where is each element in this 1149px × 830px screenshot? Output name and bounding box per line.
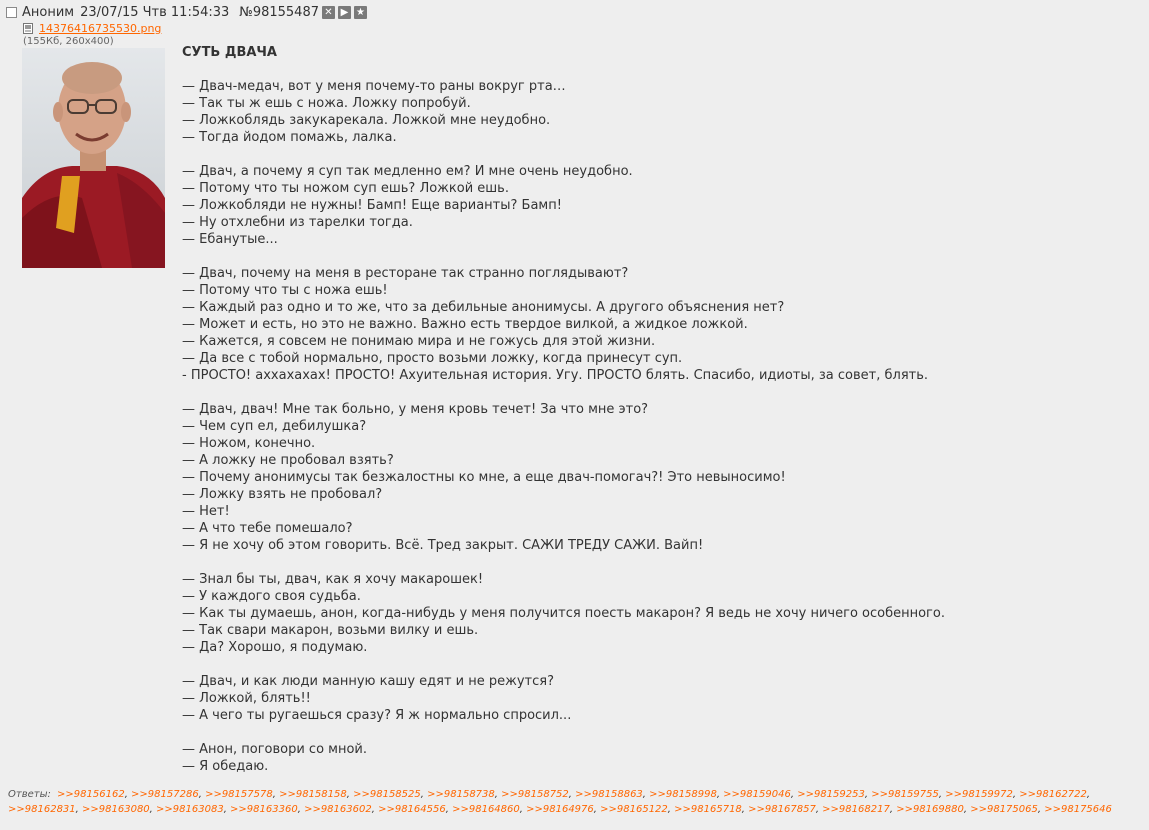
post-paragraph [182, 265, 1142, 384]
reply-link[interactable]: >>98158525 [353, 789, 421, 800]
reply-link[interactable]: >>98167857 [748, 803, 816, 815]
post-title: СУТЬ ДВАЧА [182, 45, 277, 60]
post-message [182, 44, 1142, 792]
post-paragraph [182, 673, 1142, 724]
post-line: — Я не хочу об этом говорить. Всё. Тред закрыт. САЖИ ТРЕДУ САЖИ. Вайп! [182, 538, 704, 553]
file-info [23, 22, 161, 35]
post-line: — Каждый раз одно и то же, что за дебильные анонимусы. А другого объяснения нет? [182, 300, 785, 315]
post-line: — Почему анонимусы так безжалостны ко мне, а еще двач-помогач?! Это невыносимо! [182, 470, 786, 485]
favorite-post-icon[interactable]: ★ [354, 6, 367, 19]
file-link[interactable]: 14376416735530.png [39, 22, 162, 35]
post-line: — Анон, поговори со мной. [182, 742, 368, 757]
replies-label: Ответы: [8, 789, 51, 800]
post-line: — Ебанутые... [182, 232, 278, 247]
post-line: — Кажется, я совсем не понимаю мира и не гожусь для этой жизни. [182, 334, 656, 349]
post-line: — Ножом, конечно. [182, 436, 316, 451]
reply-link[interactable]: >>98158738 [427, 789, 495, 800]
reply-link[interactable]: >>98162831 [8, 803, 76, 815]
post-paragraph [182, 571, 1142, 656]
post-line: — Двач, почему на меня в ресторане так странно поглядывают? [182, 266, 629, 281]
post-line: — Так свари макарон, возьми вилку и ешь. [182, 623, 479, 638]
reply-link[interactable]: >>98164556 [378, 803, 446, 815]
post-line: — Да? Хорошо, я подумаю. [182, 640, 368, 655]
post-line: — Двач-медач, вот у меня почему-то раны вокруг рта… [182, 79, 566, 94]
post-line: — Так ты ж ешь с ножа. Ложку попробуй. [182, 96, 471, 111]
post-line: - ПРОСТО! аххахахах! ПРОСТО! Ахуительная история. Угу. ПРОСТО блять. Спасибо, идиоты, за совет, блять. [182, 368, 929, 383]
post-line: — А ложку не пробовал взять? [182, 453, 394, 468]
post-line: — Знал бы ты, двач, как я хочу макарошек! [182, 572, 484, 587]
reply-link[interactable]: >>98169880 [896, 803, 964, 815]
post-line: — Ложкоблядь закукарекала. Ложкой мне неудобно. [182, 113, 551, 128]
post-line: — Двач, а почему я суп так медленно ем? И мне очень неудобно. [182, 164, 633, 179]
reply-link[interactable]: >>98168217 [822, 803, 890, 815]
post-header [6, 3, 367, 21]
post-paragraphs [182, 78, 1142, 775]
reply-link[interactable]: >>98165122 [600, 803, 668, 815]
reply-link[interactable]: >>98163083 [156, 803, 224, 815]
post-line: — А чего ты ругаешься сразу? Я ж нормально спросил... [182, 708, 572, 723]
post-line: — Потому что ты с ножа ешь! [182, 283, 388, 298]
post-line: — У каждого своя судьба. [182, 589, 361, 604]
reply-links: >>98156162, >>98157286, >>98157578, >>98158158, >>98158525, >>98158738, >>98158752, >>98158863, >>98158998, >>98159046, >>98159253, >>98159755, >>98159972, >>98162722, >>98162831, >>98163080, >>98163083, >>98163360, >>98163602, >>98164556, >>98164860, >>98164976, >>98165122, >>98165718, >>98167857, >>98168217, >>98169880, >>98175065, >>98175646 [8, 789, 1112, 815]
post-number[interactable]: №98155487 [239, 4, 319, 20]
post-line: — Потому что ты ножом суп ешь? Ложкой ешь. [182, 181, 509, 196]
post-paragraph [182, 401, 1142, 554]
post-paragraph [182, 78, 1142, 146]
post-line: — Ложкой, блять!! [182, 691, 311, 706]
post-image-thumbnail[interactable] [22, 48, 165, 268]
hide-post-icon[interactable]: ✕ [322, 6, 335, 19]
reply-link[interactable]: >>98157286 [131, 789, 199, 800]
reply-link[interactable]: >>98159972 [945, 789, 1013, 800]
reply-link[interactable]: >>98162722 [1019, 789, 1087, 800]
reply-link[interactable]: >>98158752 [501, 789, 569, 800]
post-select-checkbox[interactable] [6, 7, 17, 18]
reply-link[interactable]: >>98159046 [723, 789, 791, 800]
reply-link[interactable]: >>98158863 [575, 789, 643, 800]
post-line: — Чем суп ел, дебилушка? [182, 419, 367, 434]
reply-link[interactable]: >>98164860 [452, 803, 520, 815]
reply-link[interactable]: >>98165718 [674, 803, 742, 815]
reply-link[interactable]: >>98158998 [649, 789, 717, 800]
post-line: — Да все с тобой нормально, просто возьми ложку, когда принесут суп. [182, 351, 683, 366]
post-date: 23/07/15 Чтв 11:54:33 [80, 4, 230, 20]
post-line: — Как ты думаешь, анон, когда-нибудь у меня получится поесть макарон? Я ведь не хочу ничего особенного. [182, 606, 945, 621]
post-line: — А что тебе помешало? [182, 521, 353, 536]
reply-link[interactable]: >>98163602 [304, 803, 372, 815]
post-line: — Ложку взять не пробовал? [182, 487, 383, 502]
reply-link[interactable]: >>98175065 [970, 803, 1038, 815]
post-line: — Я обедаю. [182, 759, 269, 774]
reply-link[interactable]: >>98158158 [279, 789, 347, 800]
reply-link[interactable]: >>98159755 [871, 789, 939, 800]
reply-link[interactable]: >>98163080 [82, 803, 150, 815]
reply-post-icon[interactable]: ▶ [338, 6, 351, 19]
replies-list [8, 788, 1149, 817]
image-file-icon [23, 23, 33, 34]
reply-link[interactable]: >>98157578 [205, 789, 273, 800]
reply-link[interactable]: >>98156162 [57, 789, 125, 800]
post-line: — Ну отхлебни из тарелки тогда. [182, 215, 413, 230]
post-line: — Ложкобляди не нужны! Бамп! Еще варианты? Бамп! [182, 198, 562, 213]
post-line: — Может и есть, но это не важно. Важно есть твердое вилкой, а жидкое ложкой. [182, 317, 748, 332]
post-paragraph [182, 163, 1142, 248]
post-author: Аноним [22, 4, 75, 20]
post-line: — Двач, двач! Мне так больно, у меня кровь течет! За что мне это? [182, 402, 649, 417]
reply-link[interactable]: >>98175646 [1044, 803, 1112, 815]
post-paragraph [182, 741, 1142, 775]
post-line: — Двач, и как люди манную кашу едят и не режутся? [182, 674, 554, 689]
file-meta: (155Кб, 260x400) [23, 36, 114, 47]
reply-link[interactable]: >>98159253 [797, 789, 865, 800]
post-line: — Нет! [182, 504, 230, 519]
post-line: — Тогда йодом помажь, лалка. [182, 130, 397, 145]
reply-link[interactable]: >>98163360 [230, 803, 298, 815]
reply-link[interactable]: >>98164976 [526, 803, 594, 815]
